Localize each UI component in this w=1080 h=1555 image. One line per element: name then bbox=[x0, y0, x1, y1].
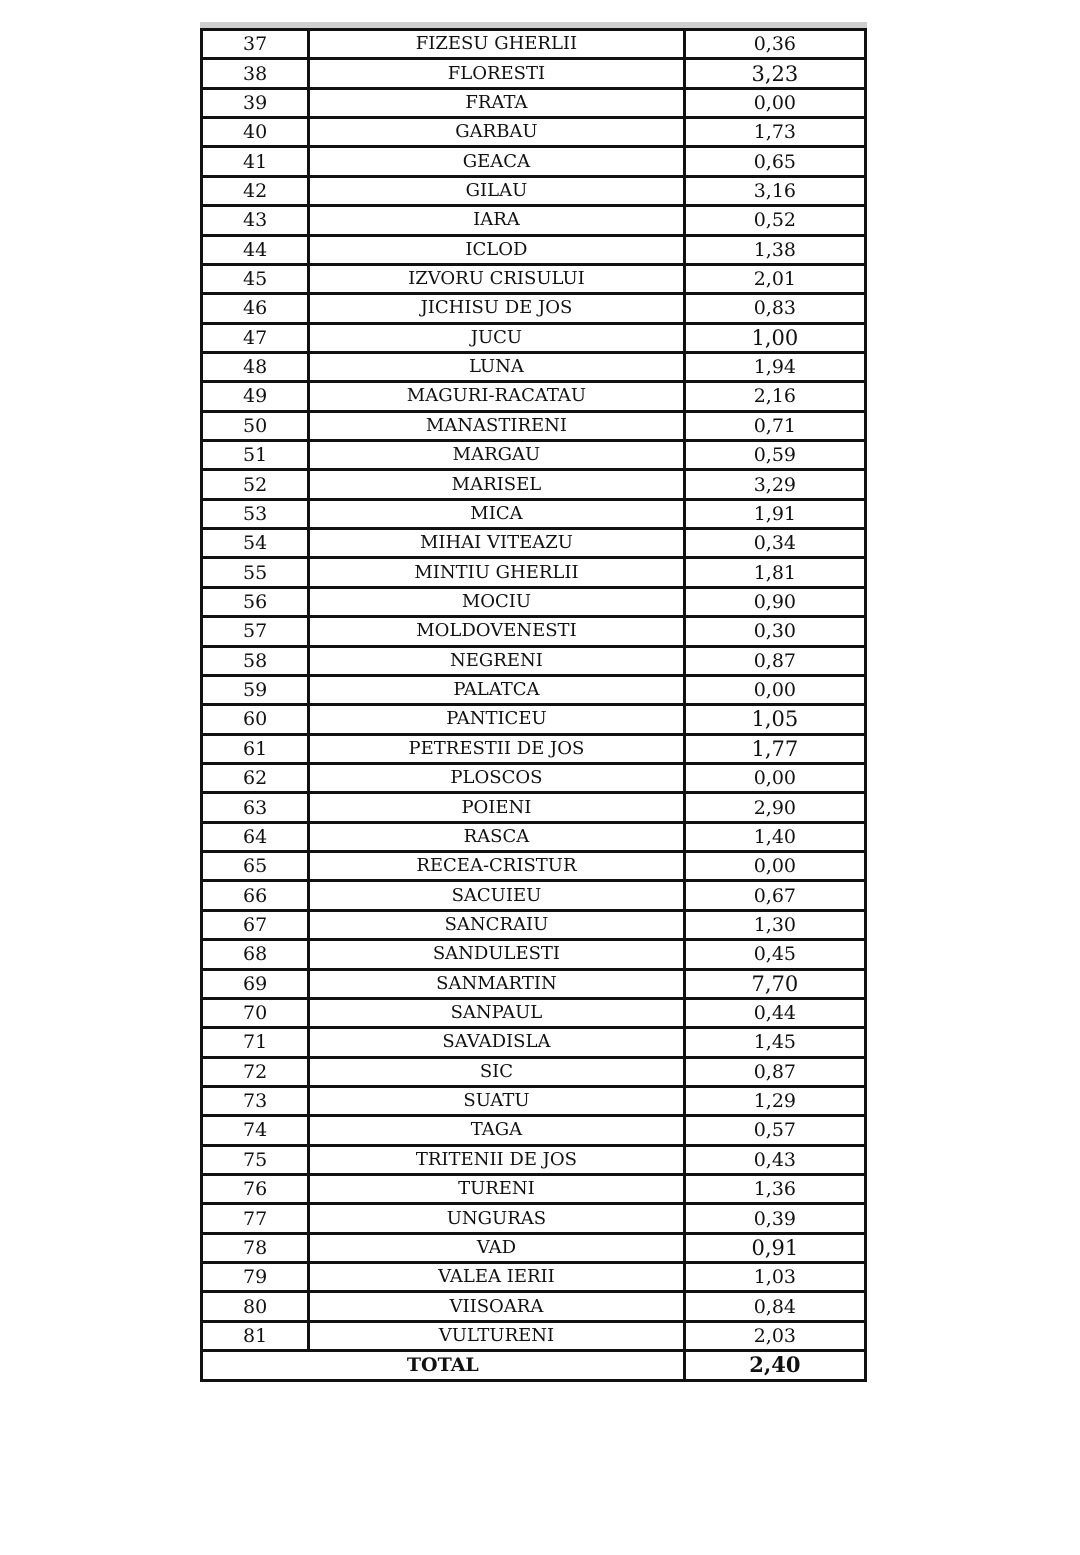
locality-name: PANTICEU bbox=[309, 705, 685, 734]
row-number: 40 bbox=[202, 118, 309, 147]
locality-name: SUATU bbox=[309, 1086, 685, 1115]
locality-name: GEACA bbox=[309, 147, 685, 176]
row-number: 71 bbox=[202, 1028, 309, 1057]
table-row bbox=[202, 910, 866, 939]
locality-name: SACUIEU bbox=[309, 881, 685, 910]
locality-name: MARISEL bbox=[309, 470, 685, 499]
row-number: 73 bbox=[202, 1086, 309, 1115]
table-row bbox=[202, 1204, 866, 1233]
row-number: 41 bbox=[202, 147, 309, 176]
table-row bbox=[202, 294, 866, 323]
table-row bbox=[202, 646, 866, 675]
locality-name: SAVADISLA bbox=[309, 1028, 685, 1057]
row-number: 69 bbox=[202, 969, 309, 998]
locality-name: MICA bbox=[309, 499, 685, 528]
row-number: 75 bbox=[202, 1145, 309, 1174]
row-value: 0,83 bbox=[684, 294, 865, 323]
table-row bbox=[202, 822, 866, 851]
row-value: 2,01 bbox=[684, 264, 865, 293]
row-number: 64 bbox=[202, 822, 309, 851]
locality-name: TURENI bbox=[309, 1175, 685, 1204]
row-value: 7,70 bbox=[684, 969, 865, 998]
row-number: 67 bbox=[202, 910, 309, 939]
table-row bbox=[202, 1116, 866, 1145]
table-row bbox=[202, 411, 866, 440]
row-number: 44 bbox=[202, 235, 309, 264]
locality-name: IZVORU CRISULUI bbox=[309, 264, 685, 293]
locality-name: NEGRENI bbox=[309, 646, 685, 675]
table-row bbox=[202, 1233, 866, 1262]
locality-name: SANDULESTI bbox=[309, 940, 685, 969]
table-row bbox=[202, 881, 866, 910]
row-value: 0,59 bbox=[684, 441, 865, 470]
row-value: 1,91 bbox=[684, 499, 865, 528]
row-value: 0,67 bbox=[684, 881, 865, 910]
row-value: 0,39 bbox=[684, 1204, 865, 1233]
locality-name: IARA bbox=[309, 206, 685, 235]
row-number: 58 bbox=[202, 646, 309, 675]
row-number: 68 bbox=[202, 940, 309, 969]
row-value: 1,81 bbox=[684, 558, 865, 587]
row-value: 0,87 bbox=[684, 646, 865, 675]
locality-name: RASCA bbox=[309, 822, 685, 851]
locality-name: SANCRAIU bbox=[309, 910, 685, 939]
row-value: 0,00 bbox=[684, 675, 865, 704]
row-number: 62 bbox=[202, 763, 309, 792]
table-row bbox=[202, 235, 866, 264]
row-value: 0,52 bbox=[684, 206, 865, 235]
locality-name: TRITENII DE JOS bbox=[309, 1145, 685, 1174]
row-value: 0,65 bbox=[684, 147, 865, 176]
locality-name: UNGURAS bbox=[309, 1204, 685, 1233]
row-number: 49 bbox=[202, 382, 309, 411]
table-row bbox=[202, 352, 866, 381]
table-row bbox=[202, 1321, 866, 1350]
row-value: 0,00 bbox=[684, 763, 865, 792]
row-value: 0,91 bbox=[684, 1233, 865, 1262]
locality-name: VALEA IERII bbox=[309, 1263, 685, 1292]
row-number: 42 bbox=[202, 176, 309, 205]
row-value: 1,40 bbox=[684, 822, 865, 851]
table-row bbox=[202, 59, 866, 88]
locality-name: SANMARTIN bbox=[309, 969, 685, 998]
row-value: 3,16 bbox=[684, 176, 865, 205]
table-row bbox=[202, 969, 866, 998]
row-value: 2,90 bbox=[684, 793, 865, 822]
locality-name: TAGA bbox=[309, 1116, 685, 1145]
table-row bbox=[202, 441, 866, 470]
locality-name: MANASTIRENI bbox=[309, 411, 685, 440]
row-value: 0,00 bbox=[684, 852, 865, 881]
table-row bbox=[202, 499, 866, 528]
row-value: 0,87 bbox=[684, 1057, 865, 1086]
row-number: 56 bbox=[202, 587, 309, 616]
locality-name: MOLDOVENESTI bbox=[309, 617, 685, 646]
row-number: 46 bbox=[202, 294, 309, 323]
locality-name: SANPAUL bbox=[309, 998, 685, 1027]
locality-name: FRATA bbox=[309, 88, 685, 117]
row-number: 50 bbox=[202, 411, 309, 440]
row-number: 80 bbox=[202, 1292, 309, 1321]
locality-name: MARGAU bbox=[309, 441, 685, 470]
locality-name: GILAU bbox=[309, 176, 685, 205]
table-row bbox=[202, 675, 866, 704]
row-number: 72 bbox=[202, 1057, 309, 1086]
total-row bbox=[202, 1351, 866, 1380]
locality-name: ICLOD bbox=[309, 235, 685, 264]
locality-name: VIISOARA bbox=[309, 1292, 685, 1321]
locality-name: MINTIU GHERLII bbox=[309, 558, 685, 587]
total-value: 2,40 bbox=[684, 1351, 865, 1380]
table-row bbox=[202, 1145, 866, 1174]
table-row bbox=[202, 1175, 866, 1204]
row-number: 59 bbox=[202, 675, 309, 704]
row-value: 1,03 bbox=[684, 1263, 865, 1292]
locality-name: PALATCA bbox=[309, 675, 685, 704]
row-number: 38 bbox=[202, 59, 309, 88]
table-row bbox=[202, 998, 866, 1027]
row-value: 1,73 bbox=[684, 118, 865, 147]
table-row bbox=[202, 940, 866, 969]
total-label: TOTAL bbox=[202, 1351, 685, 1380]
row-value: 1,05 bbox=[684, 705, 865, 734]
row-value: 0,36 bbox=[684, 30, 865, 59]
row-number: 81 bbox=[202, 1321, 309, 1350]
table-row bbox=[202, 1292, 866, 1321]
row-number: 47 bbox=[202, 323, 309, 352]
locality-name: FLORESTI bbox=[309, 59, 685, 88]
row-value: 2,16 bbox=[684, 382, 865, 411]
table-row bbox=[202, 529, 866, 558]
row-value: 0,44 bbox=[684, 998, 865, 1027]
row-number: 70 bbox=[202, 998, 309, 1027]
row-value: 0,00 bbox=[684, 88, 865, 117]
row-value: 1,29 bbox=[684, 1086, 865, 1115]
table-row bbox=[202, 587, 866, 616]
locality-name: SIC bbox=[309, 1057, 685, 1086]
row-value: 1,38 bbox=[684, 235, 865, 264]
row-number: 78 bbox=[202, 1233, 309, 1262]
table-row bbox=[202, 763, 866, 792]
row-value: 3,29 bbox=[684, 470, 865, 499]
table-row bbox=[202, 1057, 866, 1086]
table-row bbox=[202, 470, 866, 499]
locality-name: FIZESU GHERLII bbox=[309, 30, 685, 59]
row-value: 2,03 bbox=[684, 1321, 865, 1350]
table-row bbox=[202, 617, 866, 646]
locality-name: GARBAU bbox=[309, 118, 685, 147]
row-value: 1,00 bbox=[684, 323, 865, 352]
row-number: 60 bbox=[202, 705, 309, 734]
row-number: 76 bbox=[202, 1175, 309, 1204]
table-row bbox=[202, 382, 866, 411]
row-number: 51 bbox=[202, 441, 309, 470]
table-row bbox=[202, 118, 866, 147]
table-row bbox=[202, 1263, 866, 1292]
locality-name: PLOSCOS bbox=[309, 763, 685, 792]
row-number: 52 bbox=[202, 470, 309, 499]
row-value: 1,36 bbox=[684, 1175, 865, 1204]
table-row bbox=[202, 206, 866, 235]
row-number: 63 bbox=[202, 793, 309, 822]
row-number: 79 bbox=[202, 1263, 309, 1292]
row-value: 0,57 bbox=[684, 1116, 865, 1145]
row-number: 66 bbox=[202, 881, 309, 910]
locality-name: VAD bbox=[309, 1233, 685, 1262]
row-value: 0,45 bbox=[684, 940, 865, 969]
locality-name: JICHISU DE JOS bbox=[309, 294, 685, 323]
row-number: 54 bbox=[202, 529, 309, 558]
table-row bbox=[202, 30, 866, 59]
locality-name: RECEA-CRISTUR bbox=[309, 852, 685, 881]
row-number: 74 bbox=[202, 1116, 309, 1145]
table-row bbox=[202, 1086, 866, 1115]
row-number: 55 bbox=[202, 558, 309, 587]
table-body bbox=[202, 30, 866, 1381]
row-value: 0,43 bbox=[684, 1145, 865, 1174]
row-number: 65 bbox=[202, 852, 309, 881]
table-row bbox=[202, 734, 866, 763]
row-value: 3,23 bbox=[684, 59, 865, 88]
row-number: 61 bbox=[202, 734, 309, 763]
row-value: 0,30 bbox=[684, 617, 865, 646]
row-value: 0,90 bbox=[684, 587, 865, 616]
row-number: 57 bbox=[202, 617, 309, 646]
row-value: 1,77 bbox=[684, 734, 865, 763]
row-value: 0,34 bbox=[684, 529, 865, 558]
row-number: 39 bbox=[202, 88, 309, 117]
row-value: 0,84 bbox=[684, 1292, 865, 1321]
locality-name: PETRESTII DE JOS bbox=[309, 734, 685, 763]
table-row bbox=[202, 1028, 866, 1057]
table-row bbox=[202, 558, 866, 587]
row-number: 37 bbox=[202, 30, 309, 59]
data-table bbox=[200, 28, 867, 1382]
row-number: 53 bbox=[202, 499, 309, 528]
table-row bbox=[202, 147, 866, 176]
row-number: 45 bbox=[202, 264, 309, 293]
locality-name: VULTURENI bbox=[309, 1321, 685, 1350]
table-row bbox=[202, 793, 866, 822]
row-value: 1,30 bbox=[684, 910, 865, 939]
table-row bbox=[202, 88, 866, 117]
row-number: 77 bbox=[202, 1204, 309, 1233]
row-value: 1,94 bbox=[684, 352, 865, 381]
locality-name: JUCU bbox=[309, 323, 685, 352]
table-row bbox=[202, 852, 866, 881]
table-row bbox=[202, 323, 866, 352]
row-value: 1,45 bbox=[684, 1028, 865, 1057]
row-value: 0,71 bbox=[684, 411, 865, 440]
locality-name: MIHAI VITEAZU bbox=[309, 529, 685, 558]
table-row bbox=[202, 705, 866, 734]
row-number: 43 bbox=[202, 206, 309, 235]
locality-name: MOCIU bbox=[309, 587, 685, 616]
table-row bbox=[202, 176, 866, 205]
row-number: 48 bbox=[202, 352, 309, 381]
locality-name: LUNA bbox=[309, 352, 685, 381]
locality-name: POIENI bbox=[309, 793, 685, 822]
locality-name: MAGURI-RACATAU bbox=[309, 382, 685, 411]
table-row bbox=[202, 264, 866, 293]
